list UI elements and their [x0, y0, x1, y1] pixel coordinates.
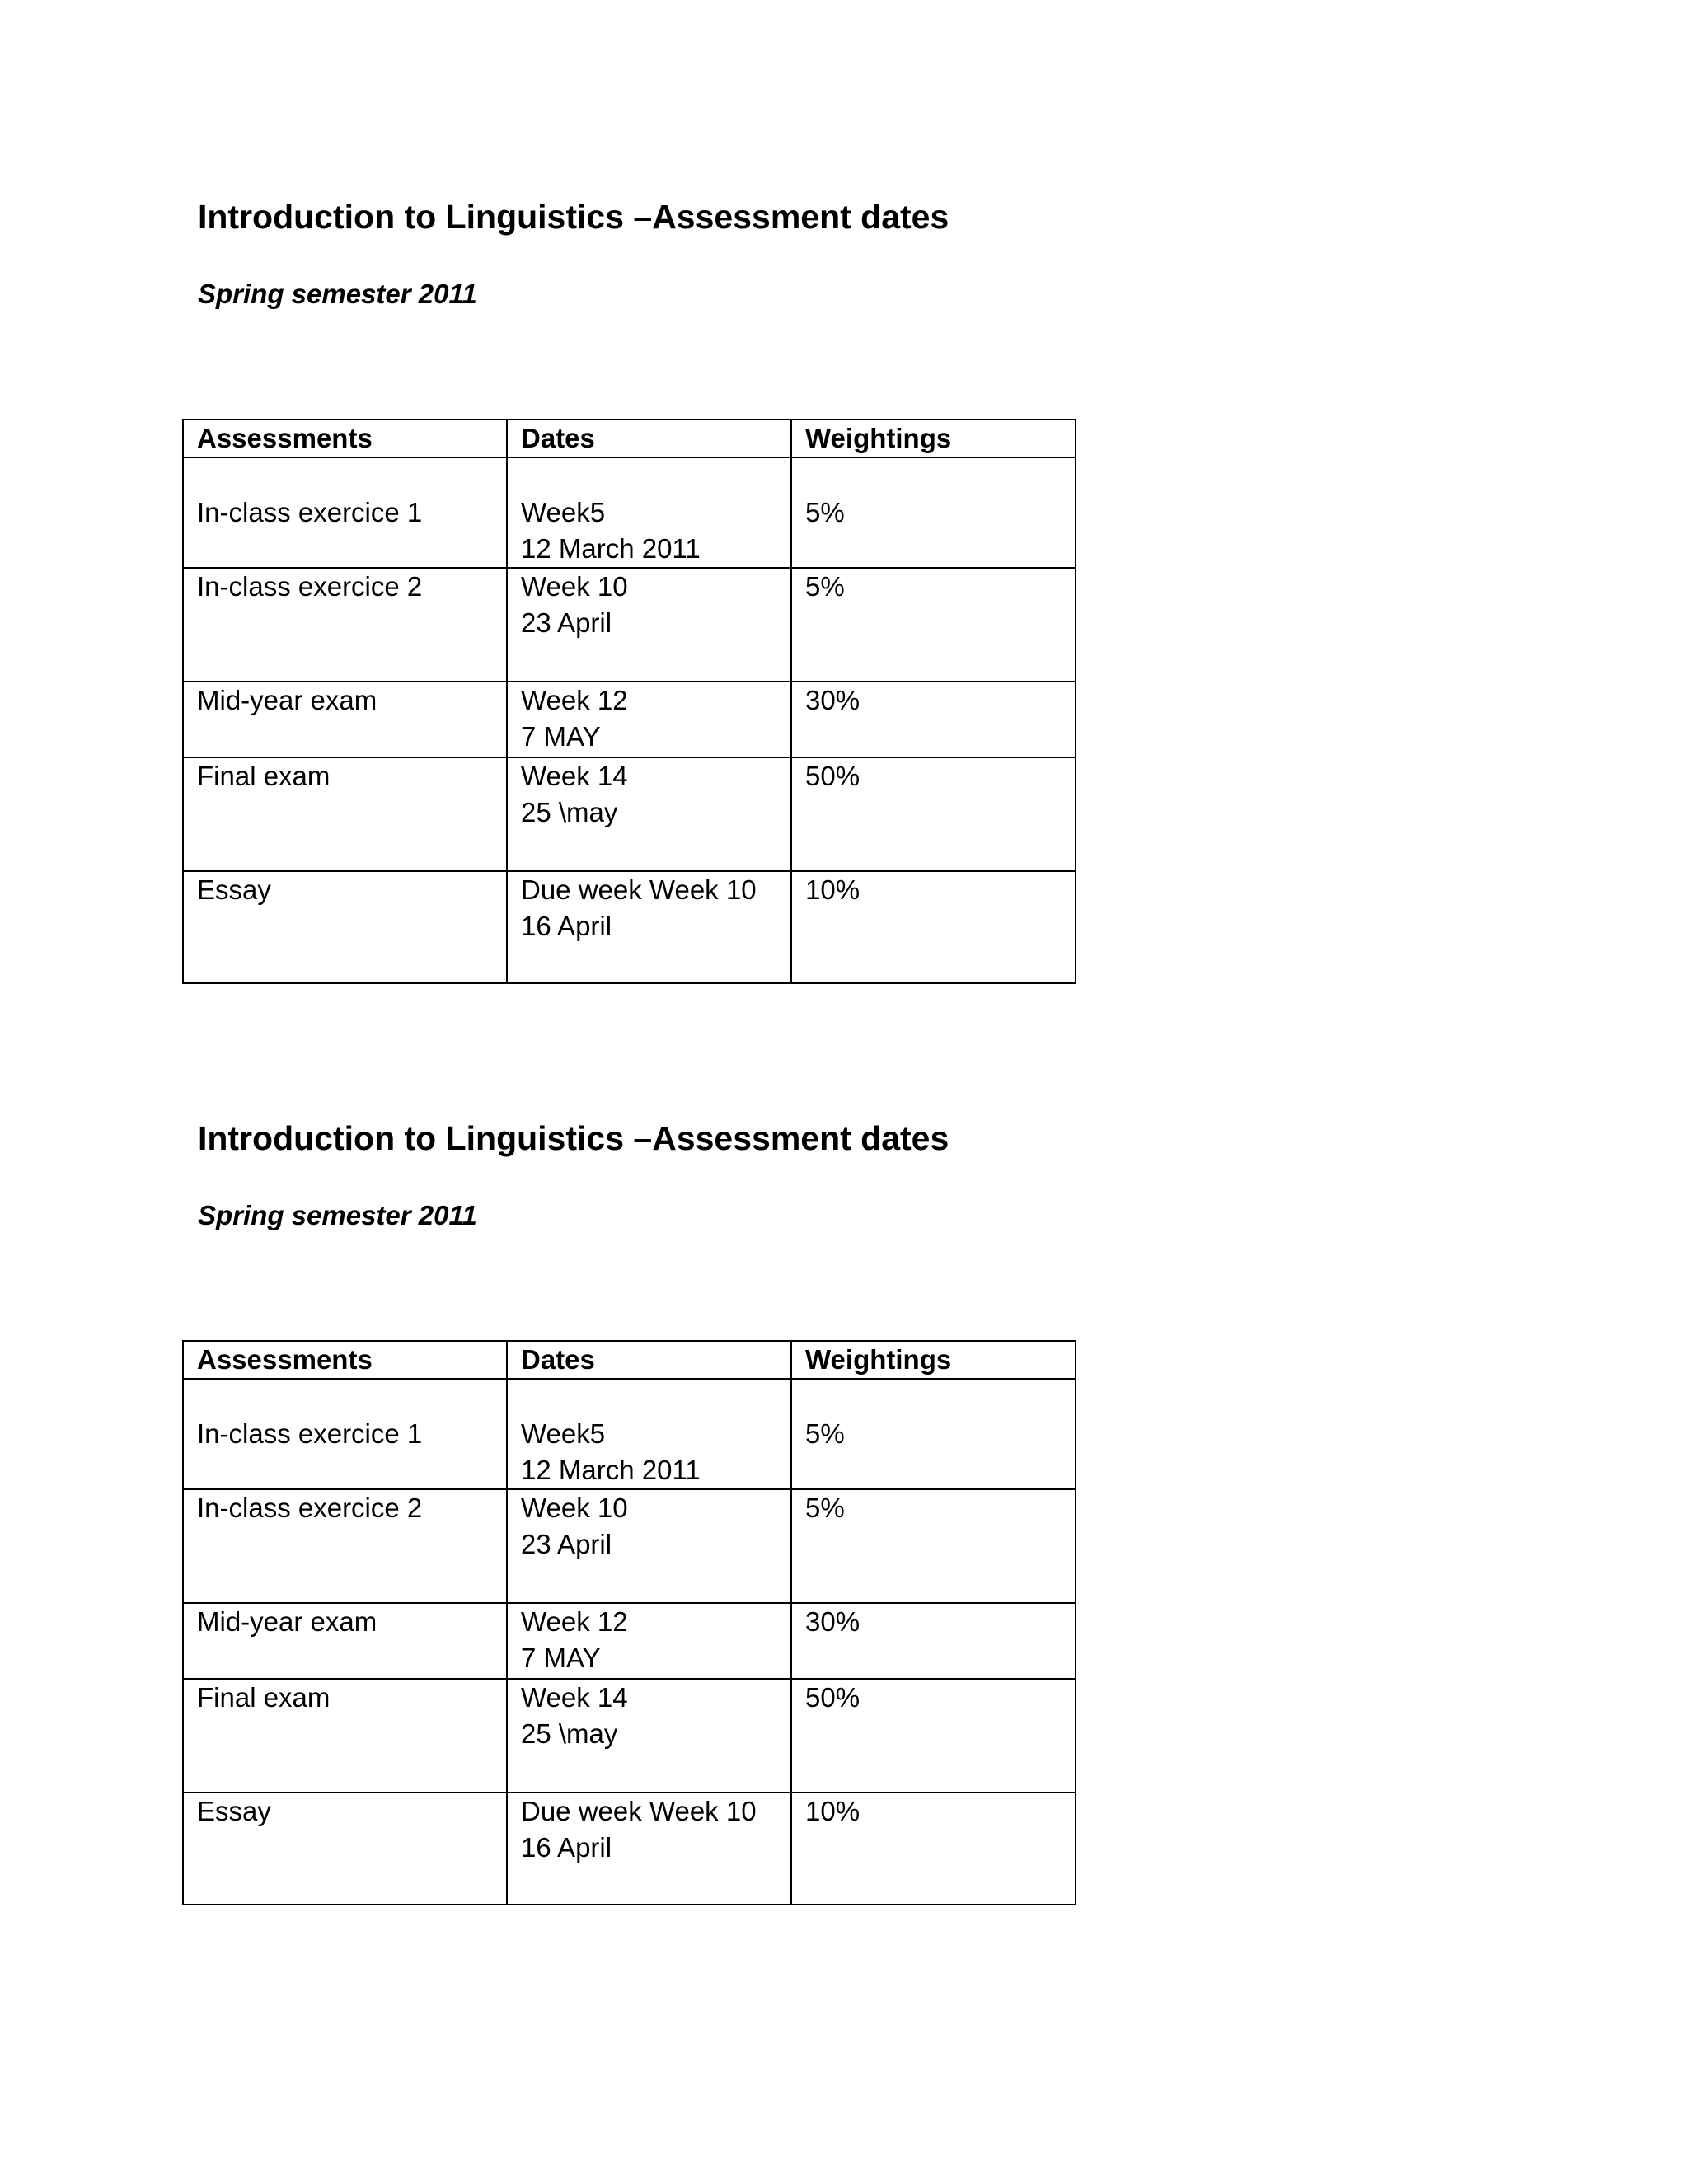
table-row	[183, 1603, 1076, 1679]
date-cell	[507, 682, 791, 757]
table-row	[183, 757, 1076, 871]
table-row	[183, 871, 1076, 983]
date-week: Week 14	[521, 1682, 628, 1713]
column-header-weightings: Weightings	[791, 419, 1076, 457]
document-title: Introduction to Linguistics –Assessment dates	[198, 198, 950, 236]
assessment-cell: Mid-year exam	[183, 1603, 507, 1679]
table-header-row	[183, 1341, 1076, 1379]
assessment-cell: Essay	[183, 1793, 507, 1905]
column-header-assessments: Assessments	[183, 1341, 507, 1379]
assessment-cell: Essay	[183, 871, 507, 983]
date-day: 23 April	[521, 607, 612, 638]
date-cell	[507, 568, 791, 682]
table-row	[183, 568, 1076, 682]
date-day: 16 April	[521, 911, 612, 941]
assessment-table	[182, 419, 1076, 984]
date-cell	[507, 1603, 791, 1679]
date-week: Week5	[521, 497, 606, 527]
column-header-assessments: Assessments	[183, 419, 507, 457]
weighting-cell: 10%	[791, 1793, 1076, 1905]
date-week: Week 14	[521, 761, 628, 791]
date-week: Week 12	[521, 1606, 628, 1637]
assessment-cell: In-class exercice 1	[183, 457, 507, 568]
date-week: Due week Week 10	[521, 874, 757, 905]
weighting-cell: 50%	[791, 757, 1076, 871]
date-day: 12 March 2011	[521, 1455, 701, 1485]
weighting-cell: 50%	[791, 1679, 1076, 1793]
assessment-cell: In-class exercice 2	[183, 568, 507, 682]
table-row	[183, 457, 1076, 568]
weighting-cell: 5%	[791, 568, 1076, 682]
date-week: Week 12	[521, 685, 628, 715]
date-cell	[507, 1679, 791, 1793]
weighting-cell: 5%	[791, 1489, 1076, 1603]
table-row	[183, 682, 1076, 757]
document-title: Introduction to Linguistics –Assessment dates	[198, 1119, 950, 1157]
weighting-cell: 30%	[791, 682, 1076, 757]
assessment-cell: Mid-year exam	[183, 682, 507, 757]
assessment-cell: In-class exercice 1	[183, 1379, 507, 1489]
date-cell	[507, 871, 791, 983]
column-header-dates: Dates	[507, 419, 791, 457]
table-row	[183, 1379, 1076, 1489]
date-cell	[507, 457, 791, 568]
date-day: 25 \may	[521, 1718, 618, 1749]
assessment-cell: Final exam	[183, 1679, 507, 1793]
assessment-cell: In-class exercice 2	[183, 1489, 507, 1603]
table-row	[183, 1793, 1076, 1905]
table-header-row	[183, 419, 1076, 457]
date-day: 7 MAY	[521, 1643, 601, 1673]
date-week: Due week Week 10	[521, 1796, 757, 1826]
date-cell	[507, 1379, 791, 1489]
date-day: 7 MAY	[521, 721, 601, 752]
date-day: 23 April	[521, 1529, 612, 1559]
date-cell	[507, 1489, 791, 1603]
weighting-cell: 30%	[791, 1603, 1076, 1679]
assessment-cell: Final exam	[183, 757, 507, 871]
date-day: 25 \may	[521, 797, 618, 827]
date-cell	[507, 757, 791, 871]
date-week: Week5	[521, 1418, 606, 1449]
column-header-dates: Dates	[507, 1341, 791, 1379]
date-cell	[507, 1793, 791, 1905]
date-day: 16 April	[521, 1832, 612, 1863]
weighting-cell: 10%	[791, 871, 1076, 983]
document-subtitle: Spring semester 2011	[198, 1200, 477, 1230]
table-row	[183, 1679, 1076, 1793]
date-week: Week 10	[521, 571, 628, 602]
assessment-table	[182, 1340, 1076, 1905]
date-day: 12 March 2011	[521, 533, 701, 564]
weighting-cell: 5%	[791, 457, 1076, 568]
table-row	[183, 1489, 1076, 1603]
date-week: Week 10	[521, 1493, 628, 1523]
document-subtitle: Spring semester 2011	[198, 279, 477, 309]
column-header-weightings: Weightings	[791, 1341, 1076, 1379]
weighting-cell: 5%	[791, 1379, 1076, 1489]
